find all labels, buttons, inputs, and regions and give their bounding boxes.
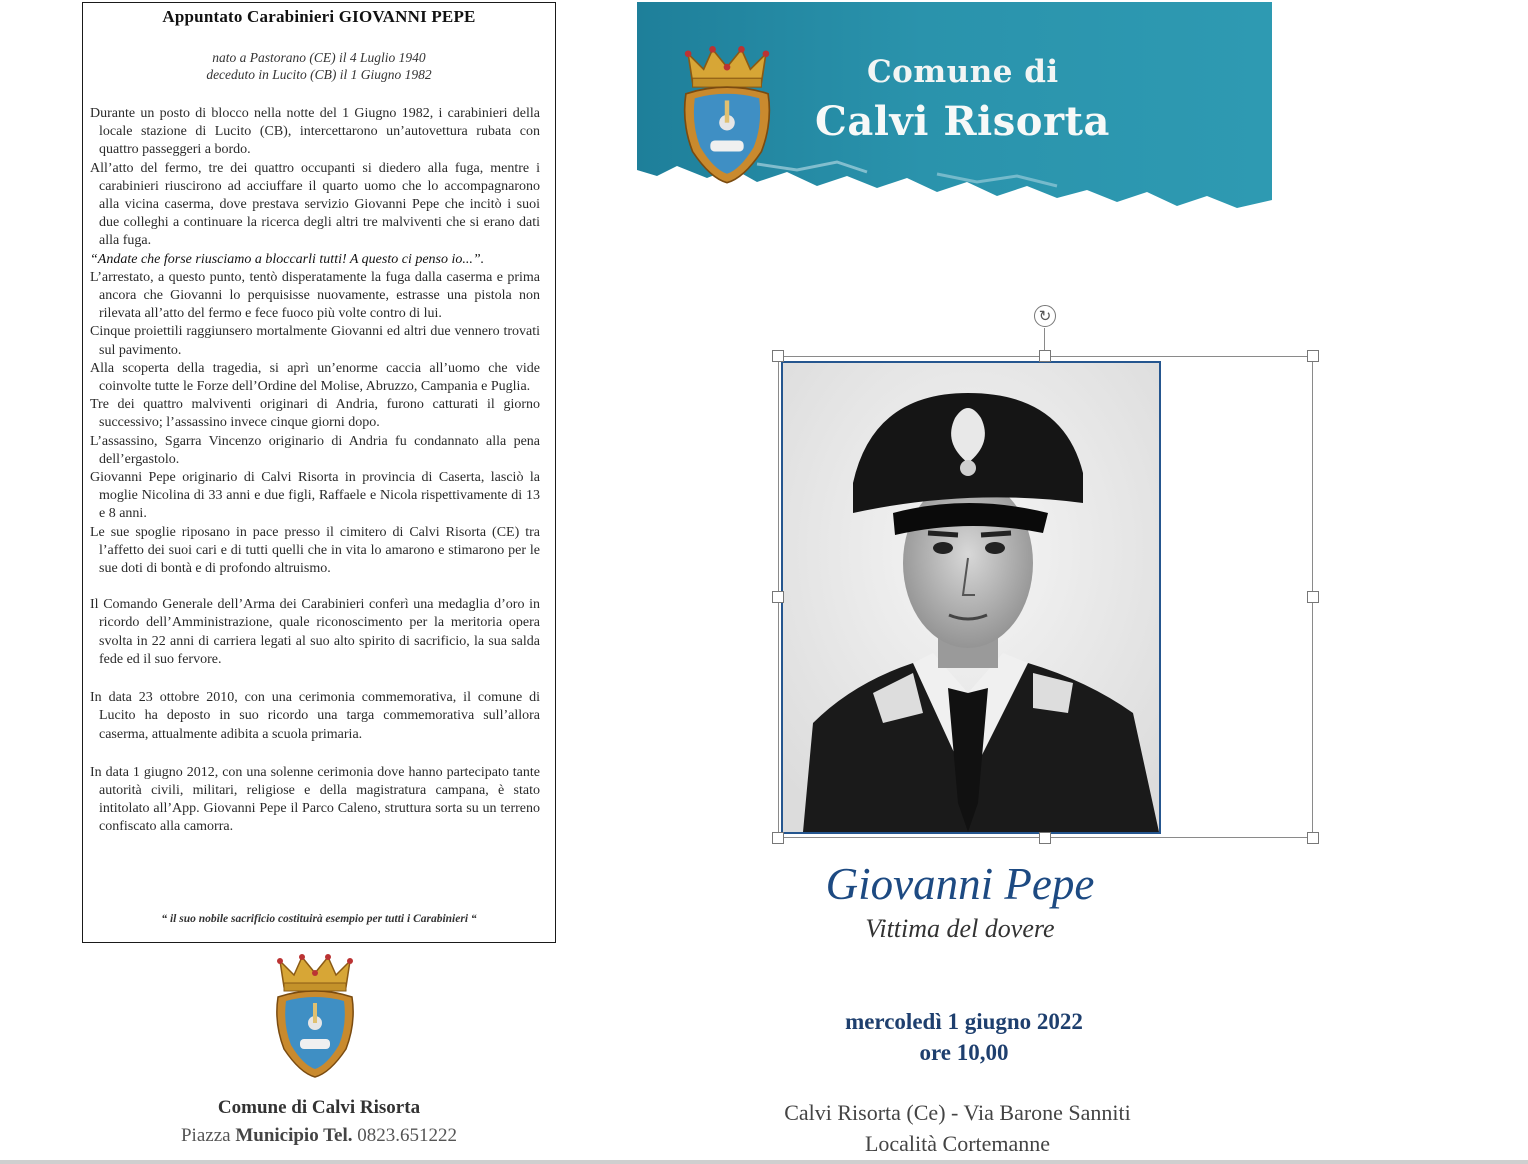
bio-paragraph: Durante un posto di blocco nella notte del 1 Giugno 1982, i carabinieri della locale stazione di Lucito (CB), intercettarono un’autovettura rubata con quattro passeggeri a bordo. — [90, 106, 540, 158]
municipality-name: Comune di Calvi Risorta — [217, 1097, 421, 1118]
banner-title-line2: Calvi Risorta — [815, 98, 1110, 145]
biography-motto: “ il suo nobile sacrificio costituirà esempio per tutti i Carabinieri “ — [161, 913, 477, 925]
resize-handle-bottom-left[interactable] — [772, 832, 784, 844]
biography-title: Appuntato Carabinieri GIOVANNI PEPE — [162, 7, 476, 26]
banner-coat-of-arms-icon — [677, 42, 777, 190]
event-locality: Località Cortemanne — [864, 1131, 1051, 1156]
bio-paragraph: L’arrestato, a questo punto, tentò disperatamente la fuga dalla caserma e prima ancora che Giovanni lo perquisisse nuovamente, estrasse una pistola non rilevata all’atto del fermo e fece fuoco più volte contro di lui. — [90, 269, 540, 322]
resize-handle-right[interactable] — [1307, 591, 1319, 603]
bio-paragraph: Il Comando Generale dell’Arma dei Carabinieri conferì una medaglia d’oro in ricordo dell’Amministrazione, quale riconoscimento per la meritoria opera svolta in 22 anni di carriera legati al suo alto spirito di sacrificio, la sua salda fede ed il suo fervore. — [90, 597, 540, 667]
birth-line: nato a Pastorano (CE) il 4 Luglio 1940 — [212, 50, 426, 65]
rotate-handle-icon[interactable]: ↻ — [1034, 305, 1056, 327]
bio-paragraph: L’assassino, Sgarra Vincenzo originario di Andria fu condannato alla pena dell’ergastolo. — [90, 433, 540, 467]
event-time: ore 10,00 — [919, 1040, 1009, 1065]
bio-paragraph: Le sue spoglie riposano in pace presso il cimitero di Calvi Risorta (CE) tra l’affetto dei suoi cari e di tutti quelli che in vita lo amarono e stimarono per le sue doti di bontà e di profondo altruismo. — [90, 524, 540, 577]
biography-panel — [82, 2, 556, 943]
biography-dates — [83, 49, 555, 83]
coat-of-arms-icon — [270, 953, 360, 1081]
event-date: mercoledì 1 giugno 2022 — [845, 1009, 1083, 1034]
address-bold: Municipio Tel. — [235, 1125, 353, 1146]
bio-paragraph: Cinque proiettili raggiunsero mortalmente Giovanni ed altri due vennero trovati sul pavimento. — [90, 324, 540, 358]
resize-handle-left[interactable] — [772, 591, 784, 603]
bio-paragraph: Alla scoperta della tragedia, si aprì un’enorme caccia all’uomo che vide coinvolte tutte le Forze dell’Ordine del Molise, Abruzzo, Campania e Puglia. — [90, 360, 540, 395]
resize-handle-top-right[interactable] — [1307, 350, 1319, 362]
event-place: Calvi Risorta (Ce) - Via Barone Sanniti — [784, 1100, 1131, 1125]
bio-paragraph: Giovanni Pepe originario di Calvi Risorta in provincia di Caserta, lasciò la moglie Nicolina di 33 anni e due figli, Raffaele e Nicola rispettivamente di 13 e 8 anni. — [90, 470, 540, 522]
bio-paragraph: In data 23 ottobre 2010, con una cerimonia commemorativa, il comune di Lucito ha deposto in suo ricordo una targa commemorativa sull’allora caserma, attualmente adibita a scuola primaria. — [90, 690, 540, 742]
banner-title-line1: Comune di — [867, 54, 1059, 90]
resize-handle-bottom-right[interactable] — [1307, 832, 1319, 844]
resize-handle-bottom[interactable] — [1039, 832, 1051, 844]
biography-body — [90, 105, 540, 837]
resize-handle-top[interactable] — [1039, 350, 1051, 362]
bio-paragraph: All’atto del fermo, tre dei quattro occupanti si diedero alla fuga, mentre i carabinieri riuscirono ad acciuffare il quarto uomo che lo accompagnarono alla vicina caserma, dove prestava servizio Giovanni Pepe che incitò i suoi due colleghi a continuare la ricerca degli altri tre malviventi che si erano dati alla fuga. — [90, 160, 540, 249]
bio-paragraph: In data 1 giugno 2012, con una solenne cerimonia dove hanno partecipato tante autorità civili, militari, religiose e della magistratura campana, è stato intitolato all’App. Giovanni Pepe il Parco Caleno, struttura sorta su un terreno confiscato alla camorra. — [90, 764, 540, 835]
bio-quote: “Andate che forse riusciamo a bloccarli tutti! A questo ci penso io...”. — [90, 251, 485, 267]
address-prefix: Piazza — [180, 1125, 236, 1146]
death-line: deceduto in Lucito (CB) il 1 Giugno 1982 — [206, 67, 432, 82]
municipality-address — [82, 1125, 556, 1147]
resize-handle-top-left[interactable] — [772, 350, 784, 362]
hero-name: Giovanni Pepe — [825, 859, 1095, 909]
selection-frame — [778, 356, 1313, 838]
header-banner — [637, 2, 1272, 214]
page-bottom-divider — [0, 1160, 1528, 1164]
hero-subtitle: Vittima del dovere — [865, 914, 1055, 943]
phone-number: 0823.651222 — [352, 1125, 458, 1146]
bio-paragraph: Tre dei quattro malviventi originari di Andria, furono catturati il giorno successivo; l’assassino invece cinque giorni dopo. — [90, 397, 540, 431]
